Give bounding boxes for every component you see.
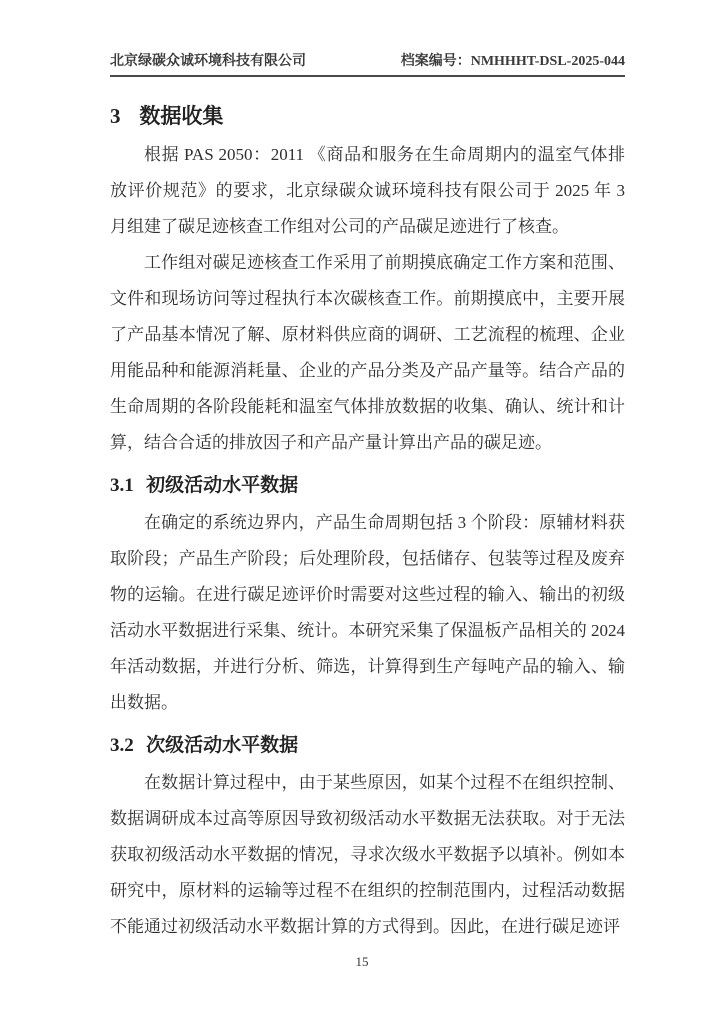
chapter-heading	[110, 103, 625, 129]
section-number: 3.2	[110, 735, 134, 756]
header-company-name: 北京绿碳众诚环境科技有限公司	[110, 54, 306, 69]
section-number: 3.1	[110, 475, 134, 496]
archive-label: 档案编号：	[400, 54, 471, 69]
section-title: 次级活动水平数据	[146, 735, 299, 756]
section-paragraph: 在确定的系统边界内，产品生命周期包括 3 个阶段：原辅材料获取阶段；产品生产阶段；后处理阶段，包括储存、包装等过程及废弃物的运输。在进行碳足迹评价时需要对这些过程的输入、输出的初级活动水平数据进行采集、统计。本研究采集了保温板产品相关的 2024 年活动数据，并进行分析、筛选，计算得到生产每吨产品的输入、输出数据。	[110, 513, 625, 712]
section-title: 初级活动水平数据	[146, 475, 299, 496]
section-heading-3-2	[110, 734, 625, 758]
section-paragraph: 在数据计算过程中，由于某些原因，如某个过程不在组织控制、数据调研成本过高等原因导致初级活动水平数据无法获取。对于无法获取初级活动水平数据的情况，寻求次级水平数据予以填补。例如本研究中，原材料的运输等过程不在组织的控制范围内，过程活动数据不能通过初级活动水平数据计算的方式得到。因此，在进行碳足迹评	[110, 773, 625, 936]
chapter-paragraph: 根据 PAS 2050：2011 《商品和服务在生命周期内的温室气体排放评价规范》的要求，北京绿碳众诚环境科技有限公司于 2025 年 3 月组建了碳足迹核查工作组对公司的产品碳足迹进行了核查。	[110, 145, 625, 236]
header-archive-number	[401, 50, 625, 70]
chapter-number: 3	[110, 104, 121, 128]
section-heading-3-1	[110, 474, 625, 498]
chapter-paragraph: 工作组对碳足迹核查工作采用了前期摸底确定工作方案和范围、文件和现场访问等过程执行本次碳核查工作。前期摸底中，主要开展了产品基本情况了解、原材料供应商的调研、工艺流程的梳理、企业用能品种和能源消耗量、企业的产品分类及产品产量等。结合产品的生命周期的各阶段能耗和温室气体排放数据的收集、确认、统计和计算，结合合适的排放因子和产品产量计算出产品的碳足迹。	[110, 253, 625, 452]
archive-value: NMHHHT-DSL-2025-044	[470, 54, 625, 69]
page-header	[110, 50, 625, 77]
page-number: 15	[355, 954, 369, 969]
chapter-title: 数据收集	[139, 104, 224, 128]
